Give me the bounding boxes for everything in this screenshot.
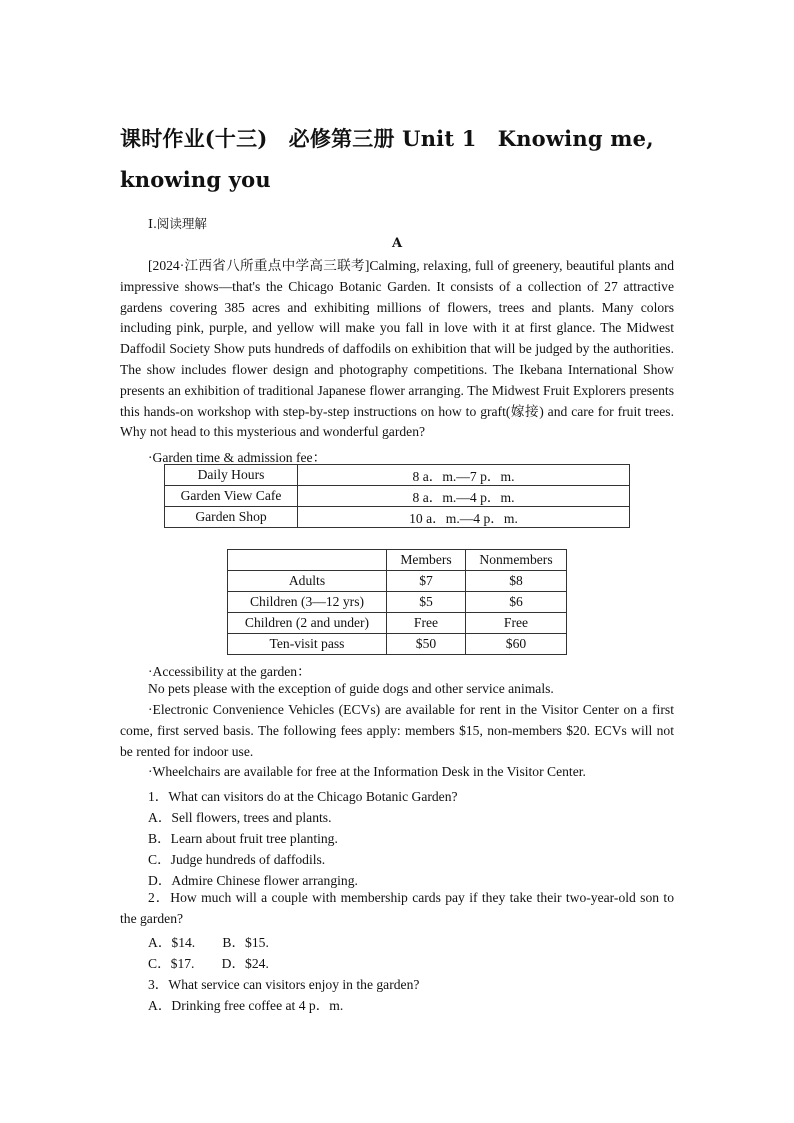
table-cell: $60 <box>466 634 567 655</box>
table-header-cell: Members <box>387 550 466 571</box>
table-cell: Daily Hours <box>165 465 298 486</box>
accessibility-wheelchairs: ·Wheelchairs are available for free at the Information Desk in the Visitor Center. <box>148 764 586 779</box>
table-row <box>165 507 630 528</box>
table-row <box>228 592 567 613</box>
passage-label: A <box>391 236 403 251</box>
table-row <box>228 634 567 655</box>
passage-text: [2024·江西省八所重点中学高三联考]Calming, relaxing, full of greenery, beautiful plants and impressive shows—that's the Chicago Botanic Garden. It consists of a collection of 27 attractive gardens covering 385 acres and exhibiting millions of flowers, trees and plants. Many colors including pink, purple, and yellow will make you fall in love with it at first glance. The Midwest Daffodil Society Show puts hundreds of daffodils on exhibition that will be judged by the authorities. The show includes flower design and photography competitions. The Ikebana International Show presents an exhibition of traditional Japanese flower arranging. The Midwest Fruit Explorers presents this hands-on workshop with step-by-step instructions on how to graft(嫁接) and care for fruit trees. Why not head to this mysterious and wonderful garden? <box>120 258 674 440</box>
section-heading: Ⅰ.阅读理解 <box>148 216 207 231</box>
table-row <box>228 613 567 634</box>
question-2: 2．How much will a couple with membership cards pay if they take their two-year-old son to the garden? <box>120 890 674 926</box>
question-1: 1．What can visitors do at the Chicago Botanic Garden? <box>148 789 458 804</box>
fee-table <box>227 549 567 655</box>
hours-heading: ·Garden time & admission fee： <box>148 450 327 465</box>
accessibility-pets: No pets please with the exception of guide dogs and other service animals. <box>148 681 554 696</box>
table-header-cell: Nonmembers <box>466 550 567 571</box>
table-cell: Children (2 and under) <box>228 613 387 634</box>
table-cell: $6 <box>466 592 567 613</box>
table-cell: Free <box>387 613 466 634</box>
option-1c: C．Judge hundreds of daffodils. <box>148 852 326 867</box>
table-cell: Adults <box>228 571 387 592</box>
table-cell: $8 <box>466 571 567 592</box>
table-cell: Garden Shop <box>165 507 298 528</box>
table-cell: $7 <box>387 571 466 592</box>
accessibility-ecvs: ·Electronic Convenience Vehicles (ECVs) are available for rent in the Visitor Center on a first come, first served basis. The following fees apply: members $15, non-members $20. ECVs will not be rented for indoor use. <box>120 702 674 759</box>
question-3: 3．What service can visitors enjoy in the garden? <box>148 977 420 992</box>
option-3a: A．Drinking free coffee at 4 p．m. <box>148 998 344 1013</box>
table-cell: Garden View Cafe <box>165 486 298 507</box>
table-row <box>228 571 567 592</box>
table-cell: Children (3—12 yrs) <box>228 592 387 613</box>
table-row <box>165 465 630 486</box>
table-header-cell <box>228 550 387 571</box>
table-cell: $5 <box>387 592 466 613</box>
accessibility-heading: ·Accessibility at the garden： <box>148 664 311 679</box>
table-cell: $50 <box>387 634 466 655</box>
option-1a: A．Sell flowers, trees and plants. <box>148 810 332 825</box>
options-2ab: A．$14. B．$15. <box>148 935 269 950</box>
options-2cd: C．$17. D．$24. <box>148 956 269 971</box>
table-cell: 8 a．m.—4 p．m. <box>298 486 630 507</box>
option-1b: B．Learn about fruit tree planting. <box>148 831 338 846</box>
table-header-row <box>228 550 567 571</box>
table-cell: 10 a．m.—4 p．m. <box>298 507 630 528</box>
page-title: 课时作业(十三) 必修第三册 Unit 1 Knowing me, knowing you <box>120 126 654 192</box>
hours-table <box>164 464 630 528</box>
table-cell: 8 a．m.—7 p．m. <box>298 465 630 486</box>
option-1d: D．Admire Chinese flower arranging. <box>148 873 358 888</box>
table-row <box>165 486 630 507</box>
table-cell: Free <box>466 613 567 634</box>
table-cell: Ten-visit pass <box>228 634 387 655</box>
